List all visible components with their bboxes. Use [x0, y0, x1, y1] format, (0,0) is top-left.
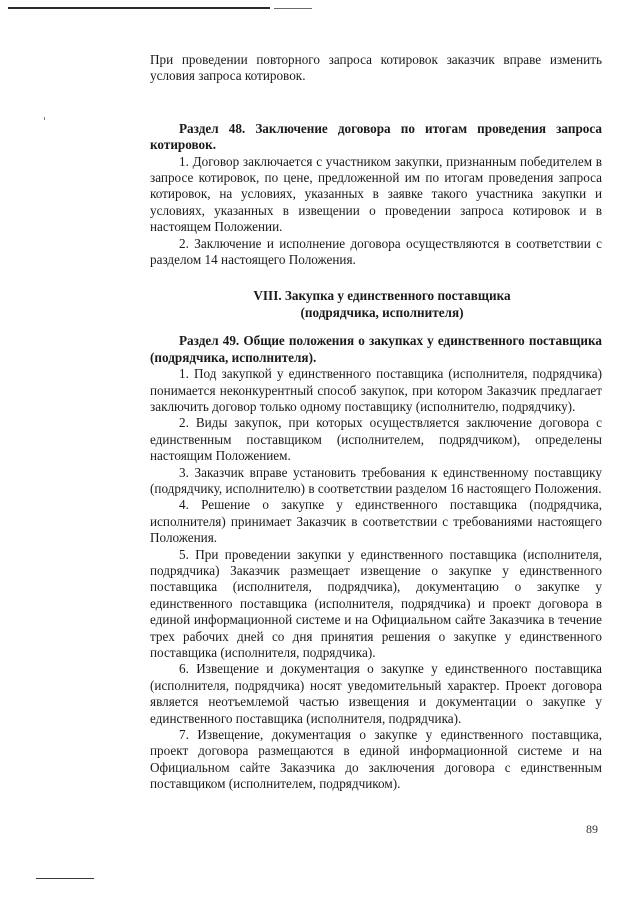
page-number: 89 [586, 822, 598, 836]
scan-artifact-top-line-faint [274, 8, 312, 9]
chapter-8-title: VIII. Закупка у единственного поставщика [253, 288, 511, 304]
scan-artifact-top-line [8, 7, 270, 9]
section-49-paragraph-6: 6. Извещение и документация о закупке у единственного поставщика (исполнителя, подрядчика) носят уведомительный характер. Проект договора является неотъемлемой частью извещения и документации о закупке у единственного поставщика (исполнителя, подрядчика). [150, 661, 602, 726]
section-49-heading: Раздел 49. Общие положения о закупках у единственного поставщика (подрядчика, исполнителя). [150, 333, 602, 365]
section-48-paragraph-1: 1. Договор заключается с участником закупки, признанным победителем в запросе котировок, по цене, предложенной им по итогам проведения запроса котировок, на условиях, указанных в заявке такого участника закупки и условиях, указанных в извещении о проведении запроса котировок и в настоящем Положении. [150, 153, 602, 235]
chapter-8-subtitle: (подрядчика, исполнителя) [300, 304, 464, 320]
section-49-paragraph-1: 1. Под закупкой у единственного поставщика (исполнителя, подрядчика) понимается неконкурентный способ закупок, при котором Заказчик предлагает заключить договор только одному поставщику (исполнителю, подрядчику). [150, 366, 602, 414]
scan-artifact-bottom-line [36, 878, 94, 879]
section-49-paragraph-4: 4. Решение о закупке у единственного поставщика (подрядчика, исполнителя) принимает Заказчик в соответствии с требованиями настоящего Положения. [150, 497, 602, 546]
section-49-paragraph-2: 2. Виды закупок, при которых осуществляется заключение договора с единственным поставщиком (исполнителем, подрядчиком), определены настоящим Положением. [150, 415, 602, 464]
section-49-paragraph-5: 5. При проведении закупки у единственного поставщика (исполнителя, подрядчика) Заказчик размещает извещение о закупке у единственного поставщика (исполнителя, подрядчика), документацию о закупке у единственного поставщика (исполнителя, подрядчика) и проект договора в единой информационной системе и на Официальном сайте Заказчика в течение трех рабочих дней со дня принятия решения о закупке у единственного поставщика (исполнителя, подрядчика). [150, 546, 602, 660]
section-48-paragraph-2: 2. Заключение и исполнение договора осуществляются в соответствии с разделом 14 настоящего Положения. [150, 235, 602, 268]
section-49-paragraph-7: 7. Извещение, документация о закупке у единственного поставщика, проект договора размещаются в единой информационной системе и на Официальном сайте Заказчика до заключения договора с единственным поставщиком (исполнителем, подрядчиком). [150, 727, 602, 792]
intro-paragraph: При проведении повторного запроса котировок заказчик вправе изменить условия запроса котировок. [150, 52, 602, 84]
section-48-heading: Раздел 48. Заключение договора по итогам проведения запроса котировок. [150, 120, 602, 153]
scan-artifact-mark [44, 117, 45, 120]
section-49-paragraph-3: 3. Заказчик вправе установить требования к единственному поставщику (подрядчику, исполнителю) в соответствии разделом 16 настоящего Положения. [150, 464, 602, 496]
document-body [150, 52, 602, 793]
